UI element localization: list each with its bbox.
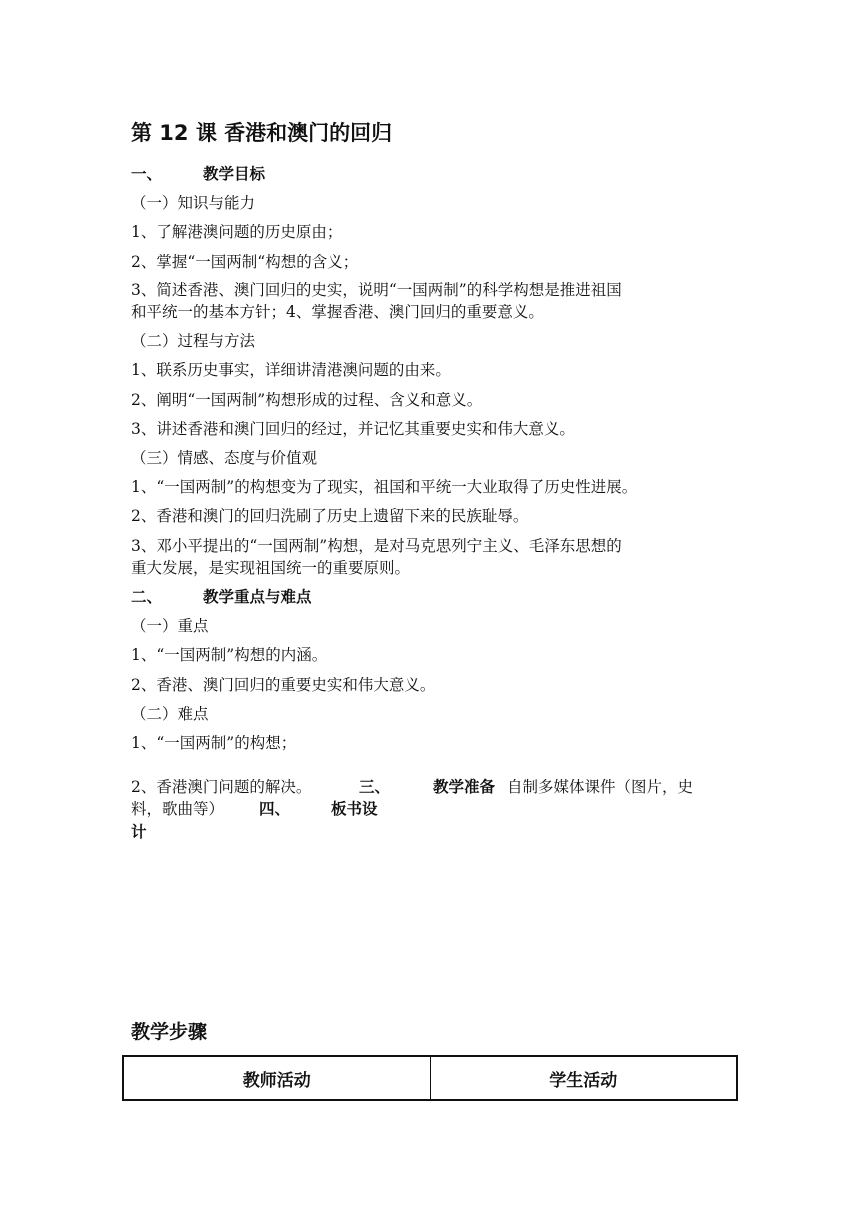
list-item: 2、香港和澳门的回归洗刷了历史上遗留下来的民族耻辱。 — [131, 507, 529, 525]
section-number: 二、 — [131, 588, 163, 606]
section-heading: 教学重点与难点 — [203, 588, 312, 606]
list-item: 3、讲述香港和澳门回归的经过，并记忆其重要史实和伟大意义。 — [131, 420, 575, 438]
table-header-teacher: 教师活动 — [242, 1070, 311, 1091]
subheading: （二）难点 — [131, 705, 209, 723]
list-item: 2、掌握“一国两制“构想的含义； — [131, 253, 359, 271]
list-item-continued: 和平统一的基本方针；4、掌握香港、澳门回归的重要意义。 — [131, 303, 544, 321]
subheading: （三）情感、态度与价值观 — [131, 449, 318, 467]
steps-table — [122, 1055, 738, 1101]
subheading: （一）知识与能力 — [131, 194, 256, 212]
table-header-student: 学生活动 — [430, 1057, 737, 1099]
list-item: 1、联系历史事实，详细讲清港澳问题的由来。 — [131, 361, 451, 379]
section-heading-continued: 计 — [131, 823, 147, 841]
section-number: 三、 — [359, 778, 391, 796]
list-item: 1、“一国两制”的构想变为了现实，祖国和平统一大业取得了历史性进展。 — [131, 478, 638, 496]
list-item: 1、“一国两制”的构想； — [131, 734, 297, 752]
section-number: 一、 — [131, 165, 163, 183]
section-number: 四、 — [259, 800, 291, 818]
list-item: 1、了解港澳问题的历史原由； — [131, 223, 343, 241]
section-heading: 教学准备 — [433, 778, 496, 796]
section-heading: 教学目标 — [203, 165, 266, 183]
list-item-continued: 重大发展，是实现祖国统一的重要原则。 — [131, 559, 411, 577]
paragraph-text: 料，歌曲等） — [131, 800, 225, 818]
subheading: （二）过程与方法 — [131, 332, 256, 350]
list-item: 2、阐明“一国两制”构想形成的过程、含义和意义。 — [131, 391, 483, 409]
page-title: 第 12 课 香港和澳门的回归 — [131, 121, 393, 145]
paragraph-text: 自制多媒体课件（图片，史 — [507, 778, 694, 796]
list-item: 3、邓小平提出的“一国两制”构想，是对马克思列宁主义、毛泽东思想的 — [131, 537, 622, 555]
steps-title: 教学步骤 — [131, 1021, 208, 1043]
list-item: 2、香港澳门问题的解决。 — [131, 778, 312, 796]
section-heading: 板书设 — [331, 800, 378, 818]
list-item: 1、“一国两制”构想的内涵。 — [131, 646, 328, 664]
list-item: 3、简述香港、澳门回归的史实，说明“一国两制”的科学构想是推进祖国 — [131, 281, 622, 299]
list-item: 2、香港、澳门回归的重要史实和伟大意义。 — [131, 676, 436, 694]
subheading: （一）重点 — [131, 617, 209, 635]
